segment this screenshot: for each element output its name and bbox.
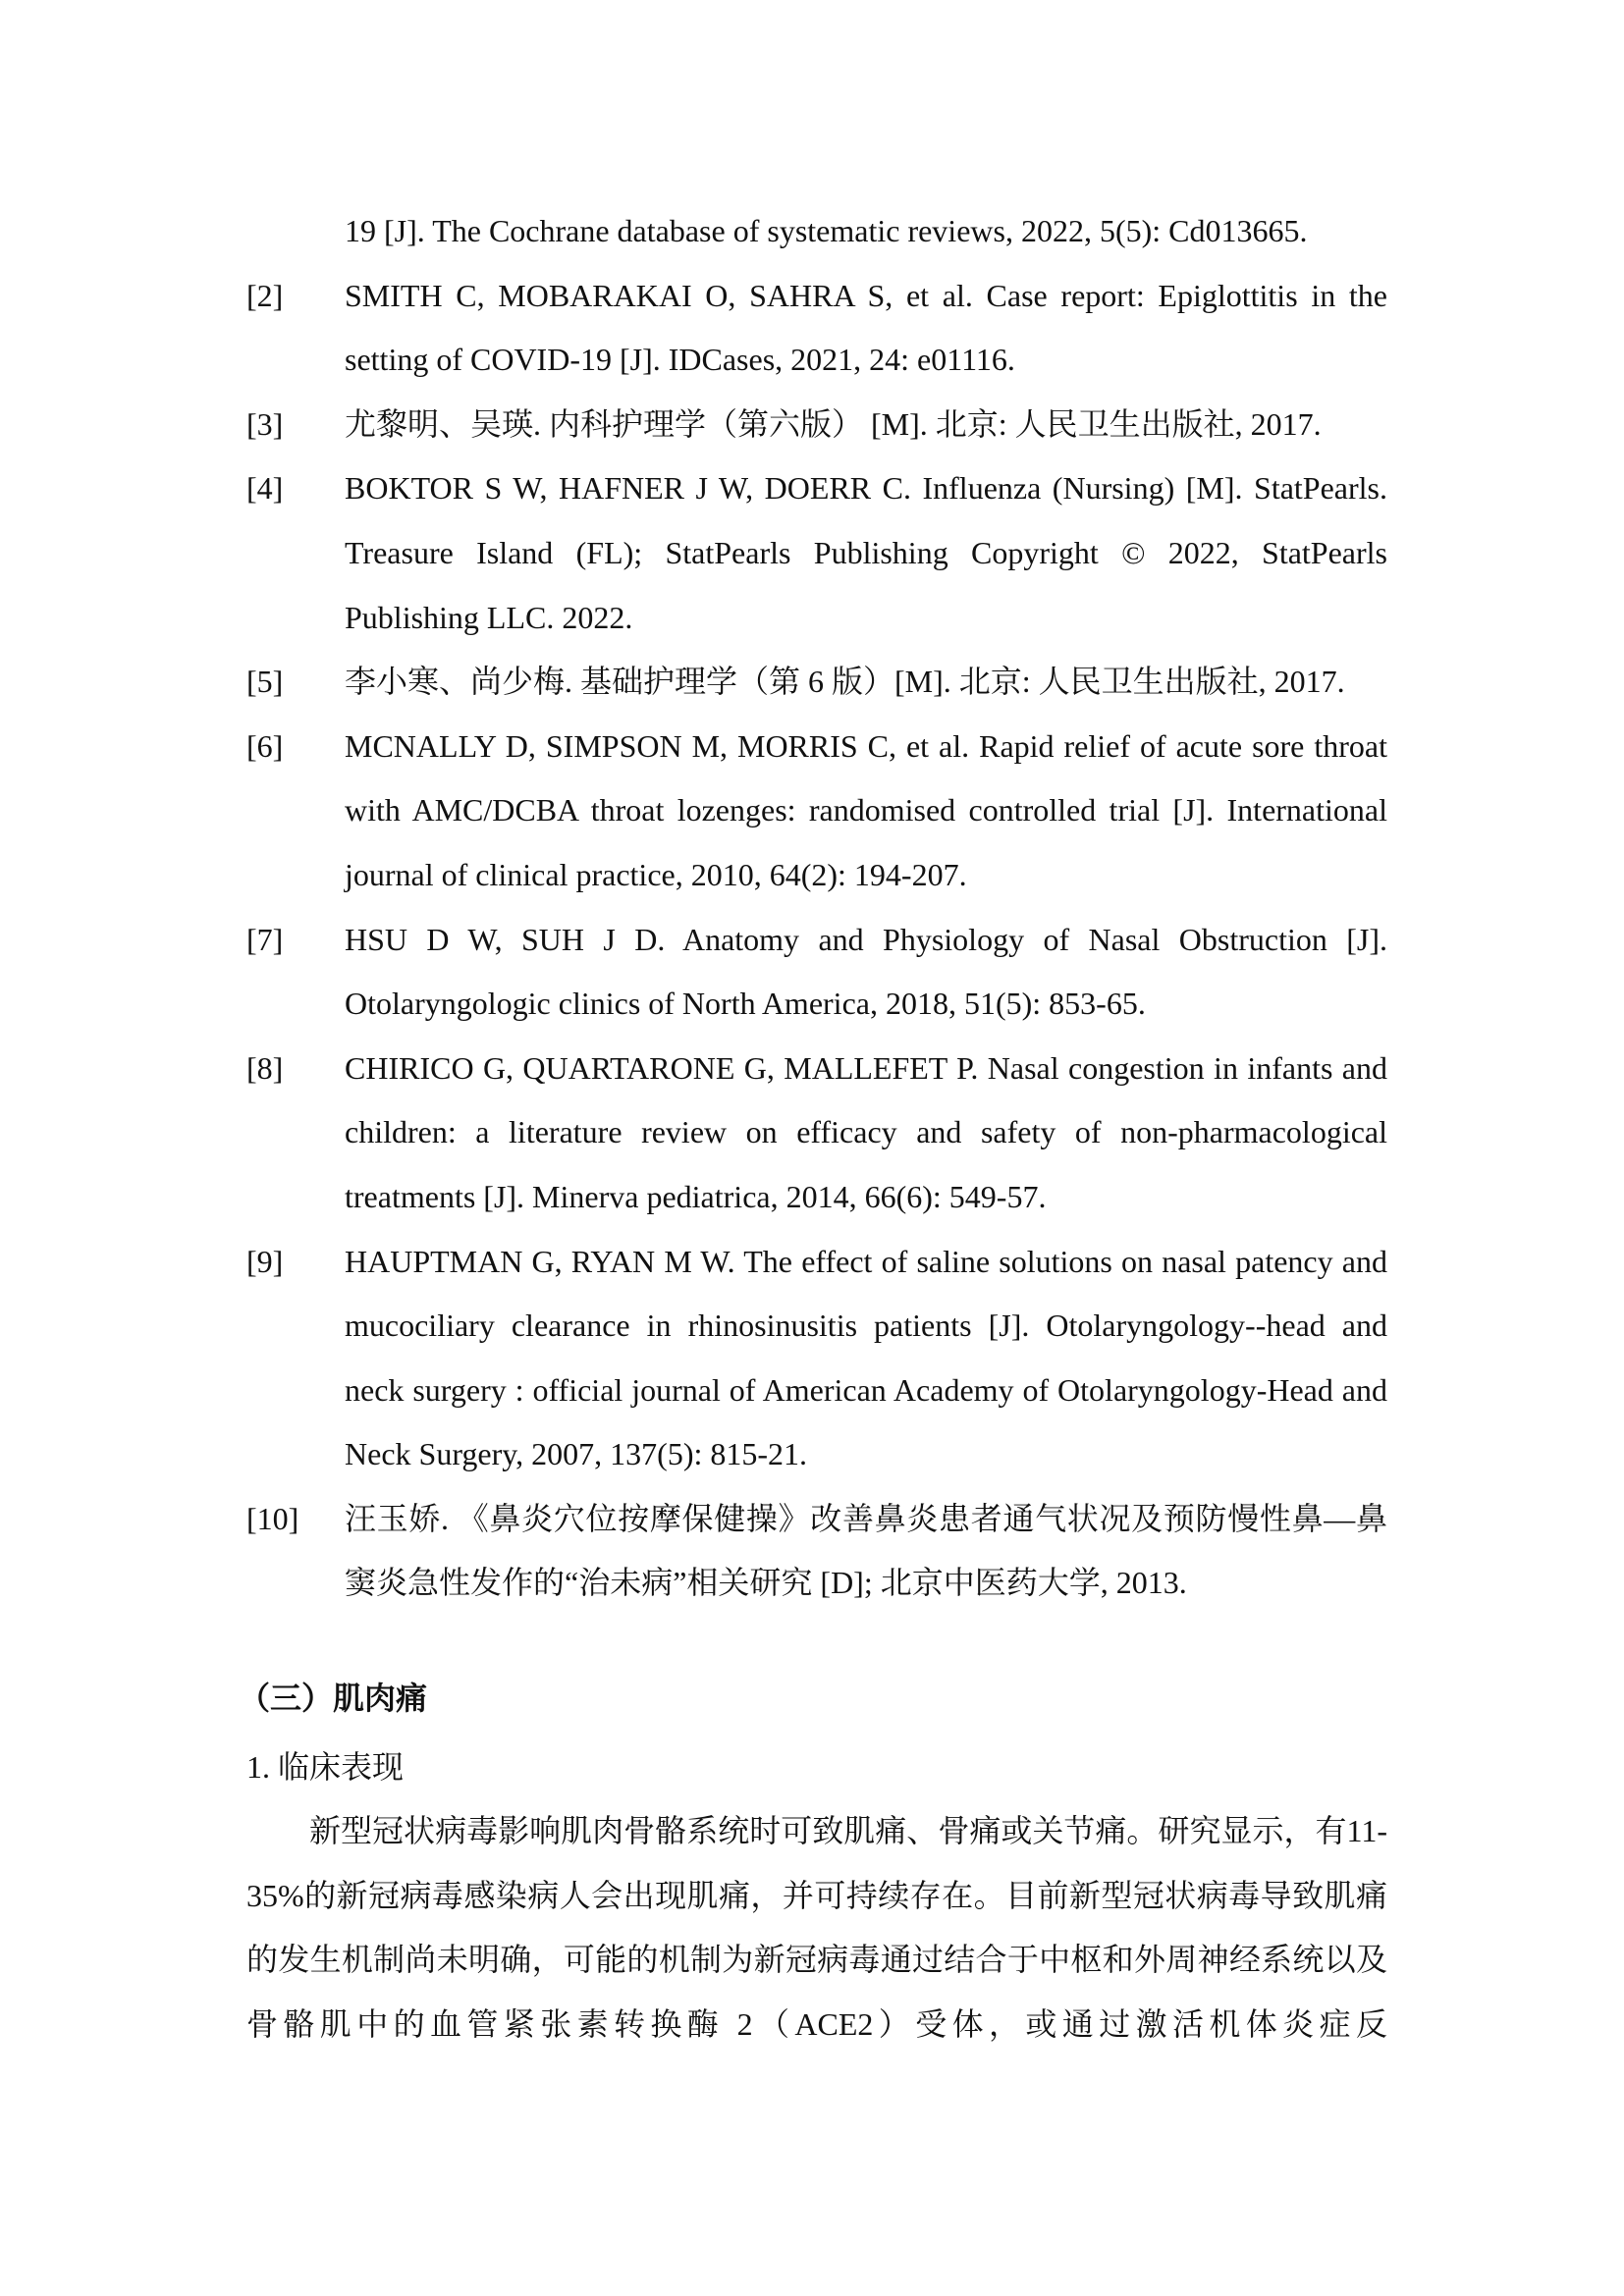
reference-number: [10] (246, 1500, 299, 1536)
reference-item (246, 1230, 1387, 1487)
reference-number: [3] (246, 405, 284, 442)
reference-text: 李小寒、尚少梅. 基础护理学（第 6 版）[M]. 北京: 人民卫生出版社, 2017. (345, 664, 1345, 700)
reference-item (246, 456, 1387, 650)
reference-number: [7] (246, 921, 284, 957)
reference-list (246, 199, 1387, 1616)
reference-text: CHIRICO G, QUARTARONE G, MALLEFET P. Nasal congestion in infants and children: a literature review on efficacy and safety of non-pharmacological treatments [J]. Minerva pediatrica, 2014, 66(6): 549-57. (345, 1049, 1387, 1214)
reference-number: [4] (246, 470, 284, 507)
reference-text: MCNALLY D, SIMPSON M, MORRIS C, et al. Rapid relief of acute sore throat with AMC/DCBA throat lozenges: randomised controlled trial [J]. International journal of clinical practice, 2010, 64(2): 194-207. (345, 727, 1387, 892)
reference-number: [6] (246, 727, 284, 764)
reference-text: SMITH C, MOBARAKAI O, SAHRA S, et al. Case report: Epiglottitis in the setting of COVID-19 [J]. IDCases, 2021, 24: e01116. (345, 277, 1387, 378)
reference-text: BOKTOR S W, HAFNER J W, DOERR C. Influenza (Nursing) [M]. StatPearls. Treasure Island (FL); StatPearls Publishing Copyright © 2022, StatPearls Publishing LLC. 2022. (345, 470, 1387, 635)
body-paragraph: 新型冠状病毒影响肌肉骨骼系统时可致肌痛、骨痛或关节痛。研究显示，有11-35%的新冠病毒感染病人会出现肌痛，并可持续存在。目前新型冠状病毒导致肌痛的发生机制尚未明确，可能的机制为新冠病毒通过结合于中枢和外周神经系统以及骨骼肌中的血管紧张素转换酶 2（ACE2）受体，或通过激活机体炎症反 (246, 1813, 1387, 2042)
subheading: 1. 临床表现 (246, 1749, 405, 1785)
section-heading: （三）肌肉痛 (239, 1681, 428, 1716)
reference-number: [2] (246, 277, 284, 313)
reference-item (246, 393, 1387, 457)
reference-item (246, 264, 1387, 393)
reference-text: 19 [J]. The Cochrane database of systematic reviews, 2022, 5(5): Cd013665. (345, 213, 1308, 248)
reference-item (246, 1037, 1387, 1230)
reference-item (246, 1487, 1387, 1616)
reference-item (246, 650, 1387, 715)
reference-text: HSU D W, SUH J D. Anatomy and Physiology of Nasal Obstruction [J]. Otolaryngologic clinics of North America, 2018, 51(5): 853-65. (345, 921, 1387, 1022)
reference-item (246, 715, 1387, 908)
reference-number: [8] (246, 1049, 284, 1086)
reference-number: [9] (246, 1243, 284, 1279)
reference-number: [5] (246, 664, 284, 700)
reference-text: HAUPTMAN G, RYAN M W. The effect of saline solutions on nasal patency and mucociliary clearance in rhinosinusitis patients [J]. Otolaryngology--head and neck surgery : official journal of American Academy of Otolaryngology-Head and Neck Surgery, 2007, 137(5): 815-21. (345, 1243, 1387, 1472)
reference-item (246, 199, 1387, 264)
reference-item (246, 908, 1387, 1037)
reference-text: 汪玉娇. 《鼻炎穴位按摩保健操》改善鼻炎患者通气状况及预防慢性鼻—鼻窦炎急性发作的“治未病”相关研究 [D]; 北京中医药大学, 2013. (345, 1500, 1387, 1601)
reference-text: 尤黎明、吴瑛. 内科护理学（第六版） [M]. 北京: 人民卫生出版社, 2017. (345, 405, 1322, 442)
